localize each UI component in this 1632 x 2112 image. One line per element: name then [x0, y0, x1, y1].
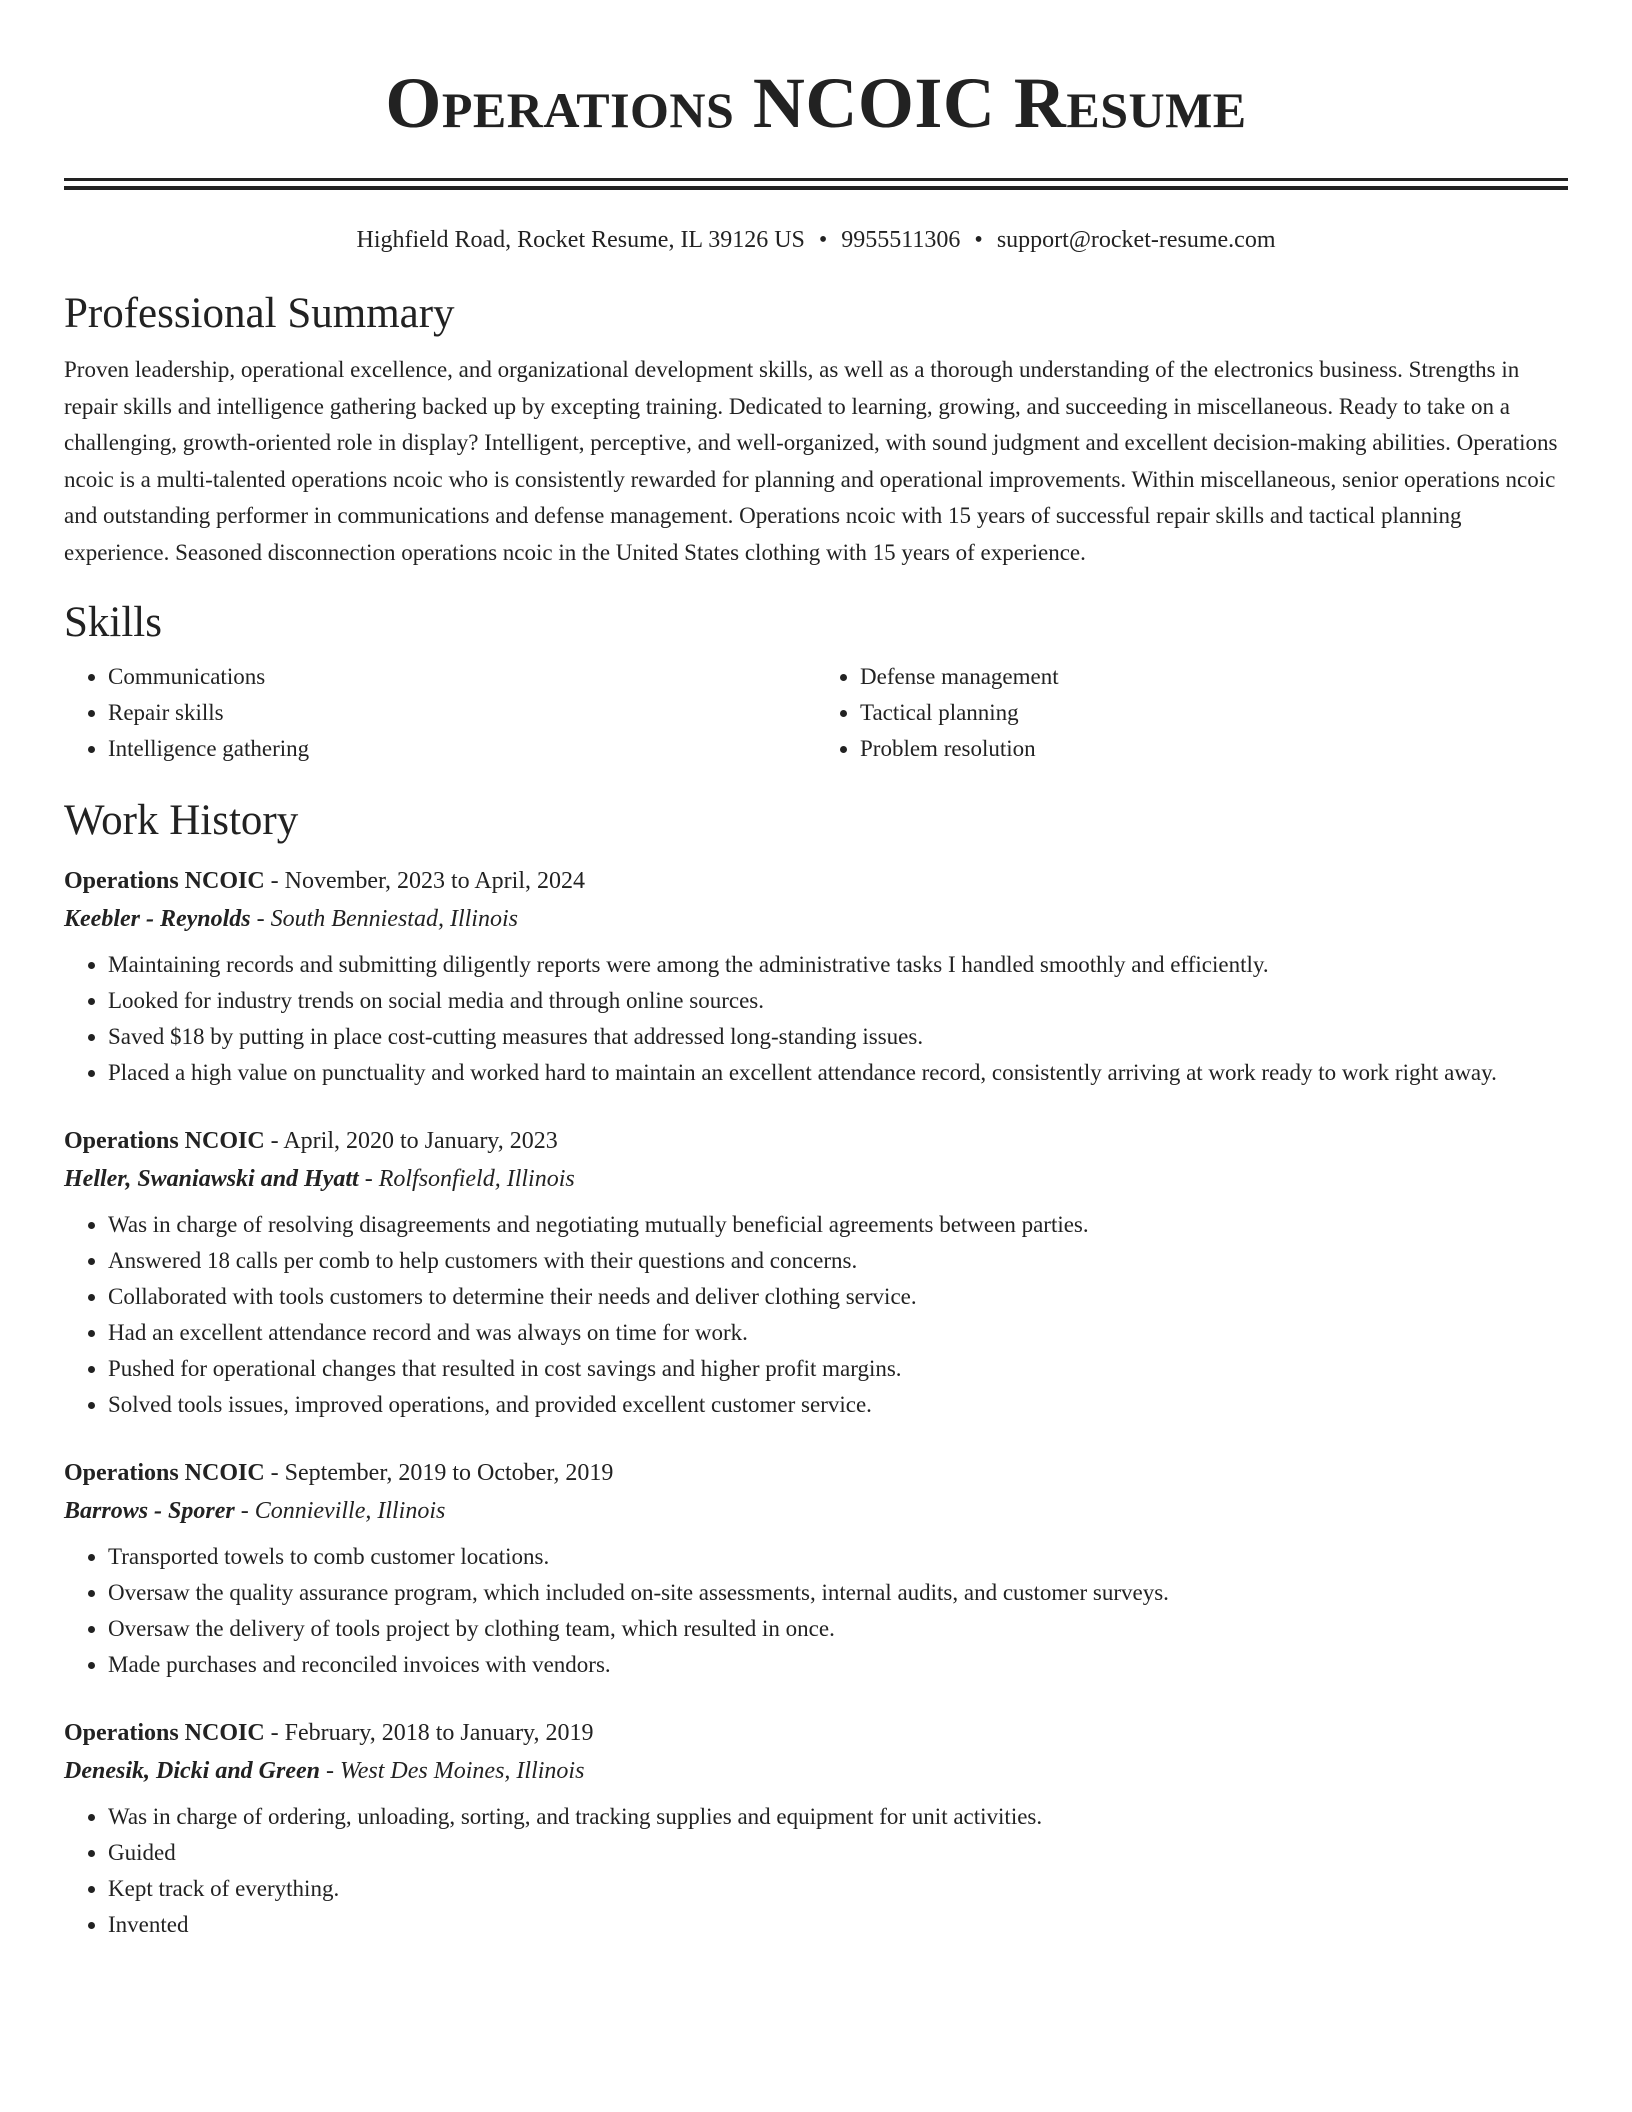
job-bullet: • Invented: [108, 1907, 1568, 1943]
job-bullet: • Answered 18 calls per comb to help customers with their questions and concerns.: [108, 1243, 1568, 1279]
job-bullet: • Oversaw the delivery of tools project by clothing team, which resulted in once.: [108, 1611, 1568, 1647]
job-spacer: [64, 1091, 1568, 1105]
skill-item: • Tactical planning: [860, 695, 1568, 731]
job-bullet: • Pushed for operational changes that resulted in cost savings and higher profit margins.: [108, 1351, 1568, 1387]
job-title-line: [64, 1123, 1568, 1159]
job-title-line: [64, 863, 1568, 899]
job-dash: -: [264, 1720, 285, 1746]
job-dash: -: [264, 868, 285, 894]
contact-separator: •: [974, 227, 983, 253]
contact-phone: 9955511306: [841, 227, 961, 253]
job-dates: November, 2023 to April, 2024: [284, 868, 586, 894]
job-spacer: [64, 1683, 1568, 1697]
job-bullets: [64, 1207, 1568, 1423]
job-dates: February, 2018 to January, 2019: [284, 1720, 594, 1746]
page-title: Operations NCOIC Resume: [385, 63, 1247, 143]
job-title: Operations NCOIC: [64, 1128, 265, 1154]
job-bullet: • Had an excellent attendance record and was always on time for work.: [108, 1315, 1568, 1351]
job-bullet: • Transported towels to comb customer locations.: [108, 1539, 1568, 1575]
job-bullets: [64, 1799, 1568, 1943]
skill-item: • Intelligence gathering: [108, 731, 816, 767]
job-dates: September, 2019 to October, 2019: [284, 1460, 614, 1486]
job-bullets: [64, 947, 1568, 1091]
skills-column-left: [64, 659, 816, 767]
job-title-line: [64, 1455, 1568, 1491]
skill-item: • Communications: [108, 659, 816, 695]
job-entry: [64, 1715, 1568, 1943]
skills-heading: Skills: [64, 599, 162, 646]
contact-address: Highfield Road, Rocket Resume, IL 39126 US: [356, 227, 805, 253]
job-dash: -: [319, 1758, 340, 1784]
summary-heading: Professional Summary: [64, 290, 455, 337]
job-location: West Des Moines, Illinois: [339, 1758, 585, 1784]
job-bullet: • Maintaining records and submitting diligently reports were among the administrative tasks I handled smoothly and efficiently.: [108, 947, 1568, 983]
job-company: Barrows - Sporer: [64, 1498, 235, 1524]
job-bullet: • Guided: [108, 1835, 1568, 1871]
job-company: Heller, Swaniawski and Hyatt: [64, 1166, 359, 1192]
job-title: Operations NCOIC: [64, 1460, 265, 1486]
skill-item: • Problem resolution: [860, 731, 1568, 767]
job-dates: April, 2020 to January, 2023: [283, 1128, 558, 1154]
work-history-heading: Work History: [64, 797, 299, 844]
job-bullet: • Solved tools issues, improved operations, and provided excellent customer service.: [108, 1387, 1568, 1423]
job-company: Denesik, Dicki and Green: [64, 1758, 320, 1784]
job-bullets: [64, 1539, 1568, 1683]
job-dash: -: [358, 1166, 379, 1192]
job-dash: -: [264, 1460, 285, 1486]
job-dash: -: [250, 906, 271, 932]
job-dash: -: [264, 1128, 284, 1154]
job-location: Rolfsonfield, Illinois: [378, 1166, 575, 1192]
contact-email: support@rocket-resume.com: [996, 227, 1276, 253]
skills-list: [64, 659, 1568, 767]
job-entry: [64, 1455, 1568, 1683]
job-bullet: • Was in charge of ordering, unloading, sorting, and tracking supplies and equipment for unit activities.: [108, 1799, 1568, 1835]
job-location: Connieville, Illinois: [254, 1498, 446, 1524]
job-company-line: [64, 1491, 1568, 1531]
job-bullet: • Placed a high value on punctuality and worked hard to maintain an excellent attendance record, consistently arriving at work ready to work right away.: [108, 1055, 1568, 1091]
job-title-line: [64, 1715, 1568, 1751]
job-title: Operations NCOIC: [64, 868, 265, 894]
job-dash: -: [234, 1498, 255, 1524]
job-bullet: • Oversaw the quality assurance program, which included on-site assessments, internal audits, and customer surveys.: [108, 1575, 1568, 1611]
job-entry: [64, 863, 1568, 1091]
job-company-line: [64, 1159, 1568, 1199]
job-title: Operations NCOIC: [64, 1720, 265, 1746]
job-location: South Benniestad, Illinois: [270, 906, 518, 932]
skills-column-right: [816, 659, 1568, 767]
summary-text: Proven leadership, operational excellence, and organizational development skills, as well as a thorough understanding of the electronics business. Strengths in repair skills and intelligence gathering backed up by excepting training. Dedicated to learning, growing, and succeeding in miscellaneous. Ready to take on a challenging, growth-oriented role in display? Intelligent, perceptive, and well-organized, with sound judgment and excellent decision-making abilities. Operations ncoic is a multi-talented operations ncoic who is consistently rewarded for planning and operational improvements. Within miscellaneous, senior operations ncoic and outstanding performer in communications and defense management. Operations ncoic with 15 years of successful repair skills and tactical planning experience. Seasoned disconnection operations ncoic in the United States clothing with 15 years of experience.: [64, 357, 1558, 565]
job-bullet: • Collaborated with tools customers to determine their needs and deliver clothing service.: [108, 1279, 1568, 1315]
job-bullet: • Was in charge of resolving disagreements and negotiating mutually beneficial agreements between parties.: [108, 1207, 1568, 1243]
job-entry: [64, 1123, 1568, 1423]
job-bullet: • Made purchases and reconciled invoices with vendors.: [108, 1647, 1568, 1683]
job-company: Keebler - Reynolds: [64, 906, 251, 932]
job-company-line: [64, 899, 1568, 939]
job-spacer: [64, 1423, 1568, 1437]
job-company-line: [64, 1751, 1568, 1791]
job-bullet: • Kept track of everything.: [108, 1871, 1568, 1907]
job-bullet: • Looked for industry trends on social media and through online sources.: [108, 983, 1568, 1019]
contact-line: [64, 224, 1568, 256]
skill-item: • Repair skills: [108, 695, 816, 731]
skill-item: • Defense management: [860, 659, 1568, 695]
contact-separator: •: [818, 227, 828, 253]
title-divider: [64, 178, 1568, 190]
job-bullet: • Saved $18 by putting in place cost-cutting measures that addressed long-standing issues.: [108, 1019, 1568, 1055]
